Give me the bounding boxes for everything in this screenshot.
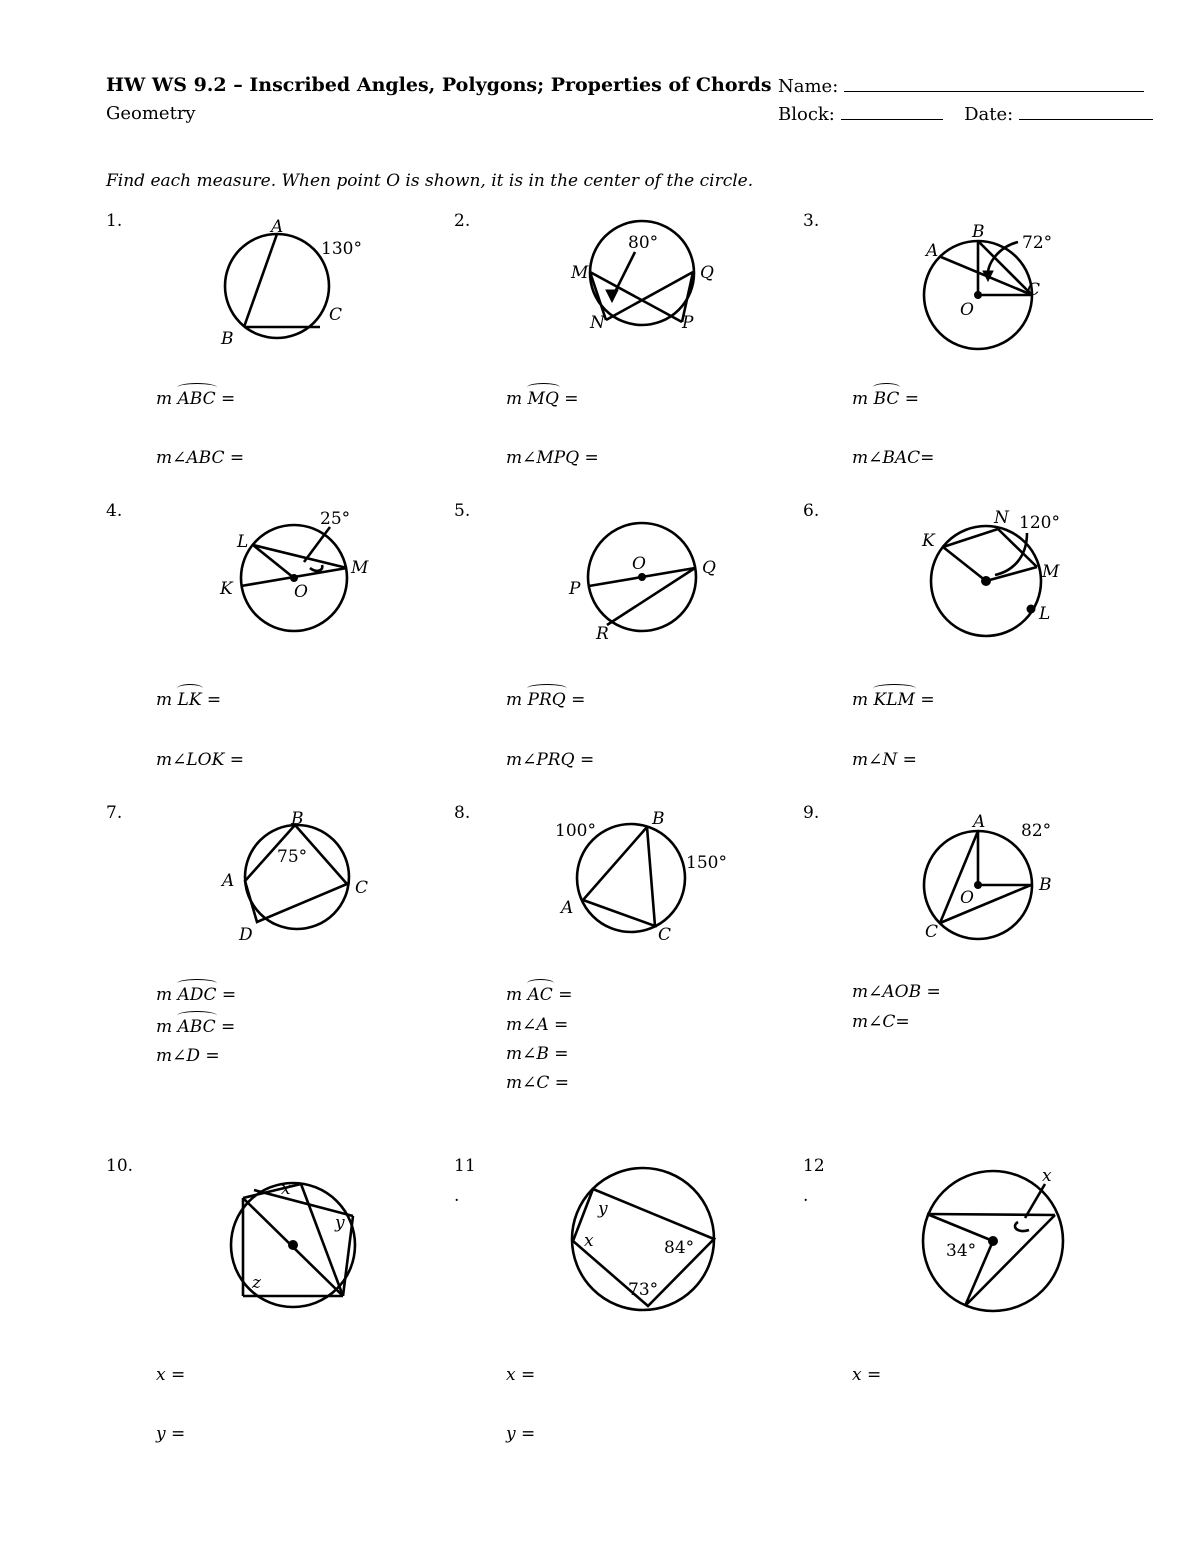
given-angle-bc: 150° [686, 853, 727, 873]
question-arc: m PRQ = [506, 690, 586, 710]
question-angle-c: m∠C = [506, 1073, 570, 1093]
question-y: y = [156, 1424, 186, 1444]
block-date-field[interactable] [778, 103, 1153, 125]
question-angle-b: m∠B = [506, 1044, 569, 1064]
question-y: y = [506, 1424, 536, 1444]
given-angle: 82° [1021, 821, 1052, 841]
question-angle: m∠PRQ = [506, 750, 595, 770]
label-b: B [972, 222, 985, 242]
given-angle: 25° [320, 509, 351, 529]
question-arc: m BC = [852, 389, 920, 409]
block-blank[interactable] [841, 103, 943, 120]
question-angle-aob: m∠AOB = [852, 982, 941, 1002]
label-c: C [925, 922, 939, 942]
problem-number: 10. [106, 1156, 134, 1176]
label-b: B [291, 809, 304, 829]
given-angle: 80° [628, 233, 659, 253]
question-arc: m AC = [506, 985, 573, 1005]
label-m: M [1042, 562, 1060, 582]
label-l: L [1039, 604, 1051, 624]
date-blank[interactable] [1019, 103, 1153, 120]
label-r: R [596, 624, 609, 644]
question-angle-c: m∠C= [852, 1012, 910, 1032]
given-angle: 120° [1019, 513, 1060, 533]
label-k: K [922, 531, 935, 551]
course-subtitle: Geometry [106, 103, 196, 124]
label-d: D [239, 925, 253, 945]
label-q: Q [700, 263, 714, 283]
date-label: Date: [964, 104, 1014, 125]
circle-diagram-7 [215, 805, 385, 945]
question-angle-a: m∠A = [506, 1015, 569, 1035]
problem-number: 1. [106, 211, 123, 231]
label-o: O [294, 582, 308, 602]
circle-diagram-8 [545, 805, 745, 950]
label-b: B [221, 329, 234, 349]
problem-number: 3. [803, 211, 820, 231]
name-label: Name: [778, 76, 839, 97]
circle-diagram-1 [200, 210, 360, 370]
label-a: A [561, 898, 574, 918]
question-x: x = [506, 1365, 536, 1385]
label-a: A [926, 241, 939, 261]
problem-number: 2. [454, 211, 471, 231]
problem-number: 7. [106, 803, 123, 823]
label-c: C [658, 925, 672, 945]
arc-label: ADC [177, 985, 217, 1005]
arc-label: MQ [527, 389, 559, 409]
label-o: O [960, 888, 974, 908]
arc-label: KLM [873, 690, 915, 710]
problem-number-dot: . [803, 1186, 809, 1206]
question-angle: m∠ABC = [156, 448, 245, 468]
question-angle: m∠N = [852, 750, 917, 770]
block-label: Block: [778, 104, 835, 125]
question-angle: m∠LOK = [156, 750, 244, 770]
name-blank[interactable] [844, 75, 1144, 92]
question-angle: m∠BAC= [852, 448, 935, 468]
label-m: M [571, 263, 589, 283]
circle-diagram-5 [560, 515, 730, 645]
question-arc: m ABC = [156, 389, 236, 409]
circle-diagram-2 [560, 210, 730, 340]
problem-number: 8. [454, 803, 471, 823]
label-c: C [355, 878, 369, 898]
name-field[interactable] [778, 75, 1144, 97]
label-a: A [271, 217, 284, 237]
label-b: B [652, 809, 665, 829]
question-arc: m LK = [156, 690, 222, 710]
problem-number: 9. [803, 803, 820, 823]
worksheet-title: HW WS 9.2 – Inscribed Angles, Polygons; Properties of Chords [106, 74, 772, 96]
label-x: x [1042, 1166, 1052, 1186]
label-y: y [598, 1199, 608, 1219]
label-x: x [584, 1231, 594, 1251]
problem-number: 6. [803, 501, 820, 521]
given-angle-ab: 100° [555, 821, 596, 841]
question-arc: m ABC = [156, 1017, 236, 1037]
question-arc: m MQ = [506, 389, 579, 409]
given-angle-73: 73° [628, 1280, 659, 1300]
question-x: x = [852, 1365, 882, 1385]
given-angle: 72° [1022, 233, 1053, 253]
arc-label: PRQ [527, 690, 566, 710]
given-angle: 130° [321, 239, 362, 259]
label-o: O [960, 300, 974, 320]
label-a: A [222, 871, 235, 891]
label-x: x [281, 1179, 291, 1199]
label-c: C [329, 305, 343, 325]
arc-label: AC [527, 985, 553, 1005]
question-angle: m∠MPQ = [506, 448, 599, 468]
question-x: x = [156, 1365, 186, 1385]
circle-diagram-9 [910, 805, 1080, 950]
question-arc: m KLM = [852, 690, 935, 710]
instructions: Find each measure. When point O is shown, it is in the center of the circle. [106, 171, 754, 191]
arc-label: LK [177, 690, 202, 710]
arc-label: ABC [177, 389, 216, 409]
label-a: A [973, 812, 986, 832]
arc-label: BC [873, 389, 900, 409]
arc-label: ABC [177, 1017, 216, 1037]
label-o: O [632, 554, 646, 574]
circle-diagram-4 [210, 505, 380, 645]
circle-diagram-10 [210, 1160, 380, 1310]
question-angle: m∠D = [156, 1046, 220, 1066]
problem-number: 5. [454, 501, 471, 521]
given-angle-84: 84° [664, 1238, 695, 1258]
circle-diagram-11 [560, 1160, 730, 1320]
problem-number-dot: . [454, 1186, 460, 1206]
question-arc: m ADC = [156, 985, 237, 1005]
problem-number: 4. [106, 501, 123, 521]
label-k: K [220, 579, 233, 599]
label-l: L [237, 532, 249, 552]
label-q: Q [702, 558, 716, 578]
label-p: P [569, 579, 581, 599]
label-p: P [682, 313, 694, 333]
problem-number: 12 [803, 1156, 825, 1176]
label-b: B [1039, 875, 1052, 895]
circle-diagram-3 [910, 215, 1070, 365]
label-n: N [590, 313, 605, 333]
label-y: y [335, 1213, 345, 1233]
label-z: z [252, 1273, 261, 1293]
label-m: M [351, 558, 369, 578]
problem-number: 11 [454, 1156, 476, 1176]
given-angle: 75° [277, 847, 308, 867]
label-c: C [1027, 280, 1041, 300]
given-angle: 34° [946, 1241, 977, 1261]
label-n: N [994, 508, 1009, 528]
circle-diagram-12 [905, 1160, 1085, 1320]
circle-diagram-6 [915, 505, 1085, 645]
